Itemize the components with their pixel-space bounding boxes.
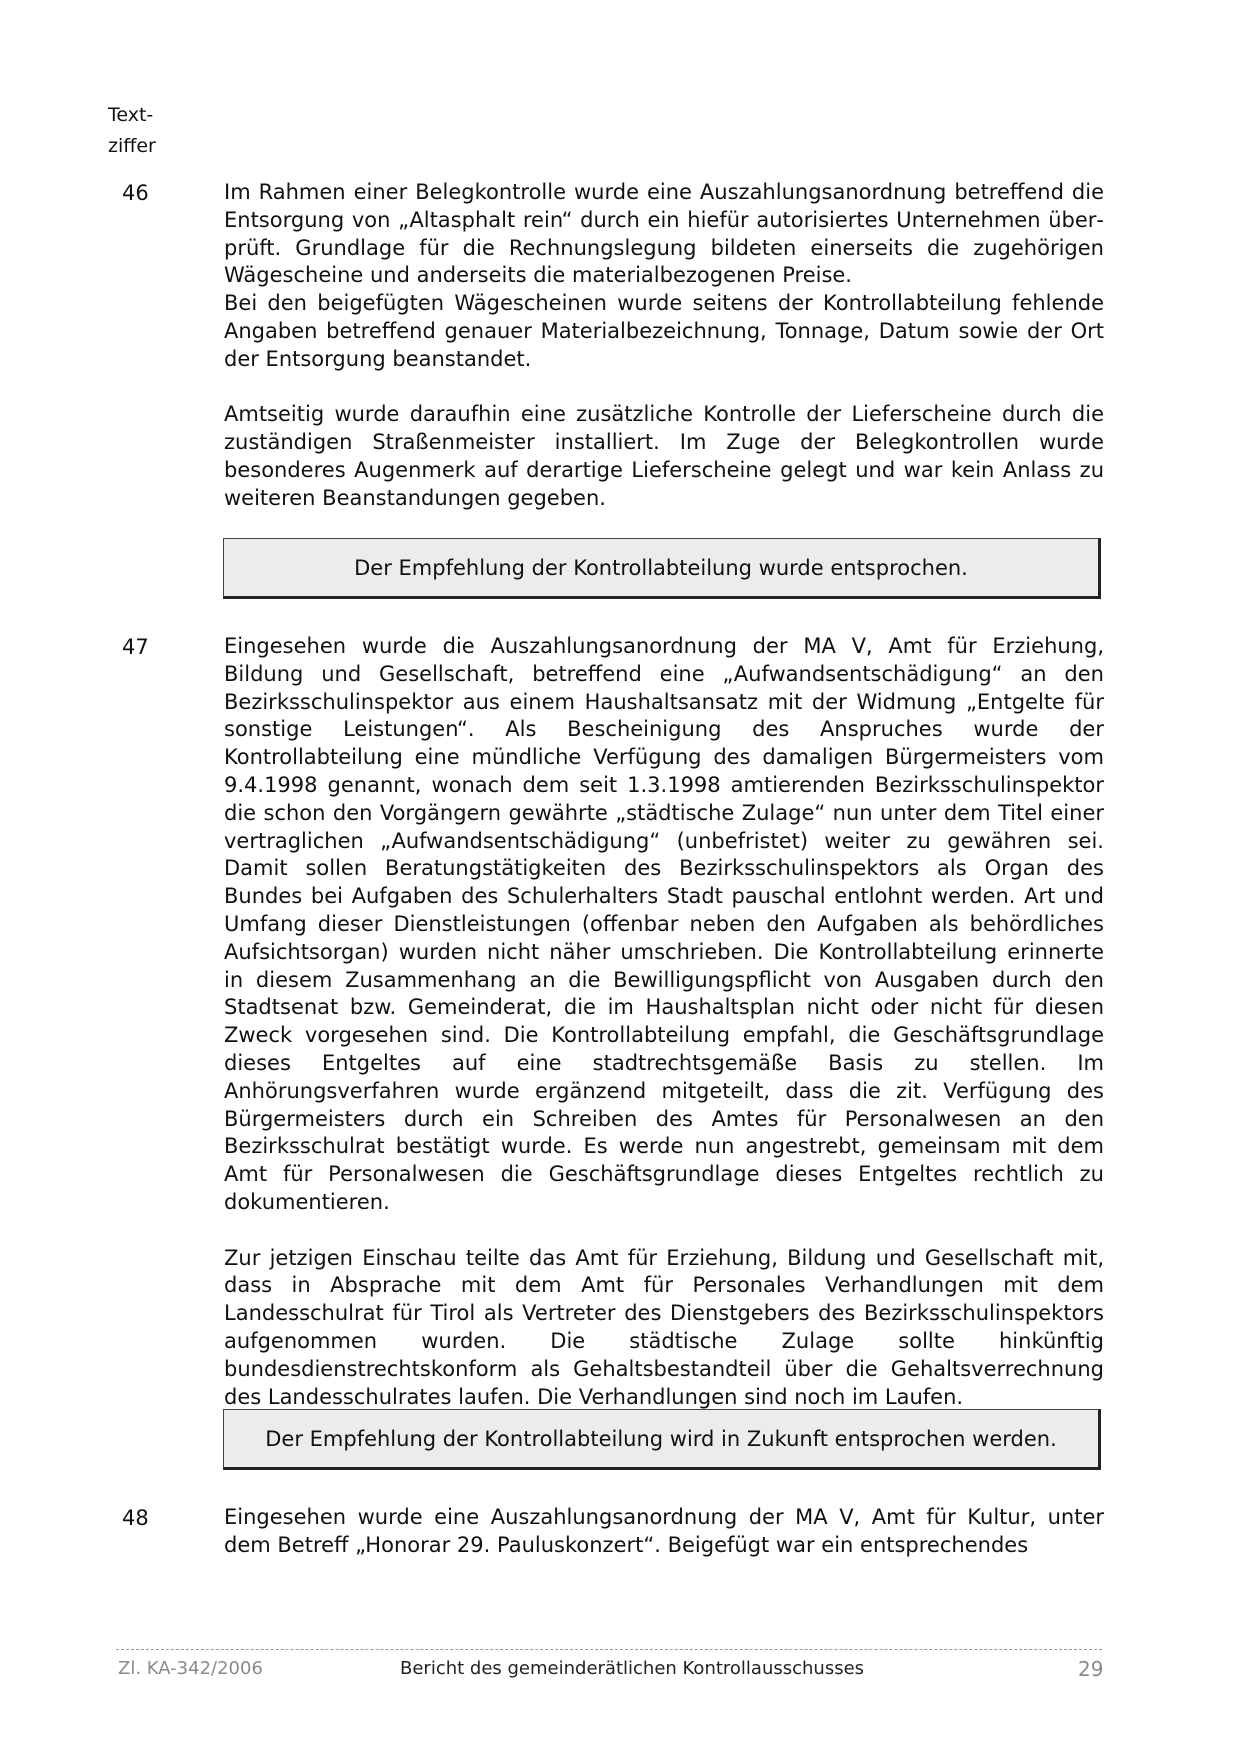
section-48-text xyxy=(224,1504,1104,1560)
page-number: 29 xyxy=(1078,1657,1104,1681)
footer-reference: Zl. KA-342/2006 xyxy=(118,1658,263,1679)
section-number-48: 48 xyxy=(122,1506,149,1530)
margin-label-line1: Text- xyxy=(108,104,154,126)
section-46-paragraph-2: Amtseitig wurde daraufhin eine zusätzliche Kontrolle der Lieferscheine durch die zuständigen Straßenmeister installiert. Im Zuge der Belegkontrollen wurde besonderes Augenmerk auf derartige Lieferscheine gelegt und war kein Anlass zu weiteren Beanstandungen gegeben. xyxy=(224,402,1104,510)
footer-title: Bericht des gemeinderätlichen Kontrollausschusses xyxy=(400,1658,865,1679)
footer-divider xyxy=(116,1649,1102,1650)
section-number-46: 46 xyxy=(122,181,149,205)
section-47-response-box xyxy=(223,1409,1101,1470)
section-46-text xyxy=(224,179,1104,513)
section-46-paragraph-1: Im Rahmen einer Belegkontrolle wurde eine Auszahlungsanordnung betreffend die Entsorgung von „Altasphalt rein“ durch ein hiefür autorisiertes Unternehmen überprüft. Grundlage für die Rechnungslegung bildeten einerseits die zugehörigen Wägescheine und anderseits die materialbezogenen Preise. Bei den beigefügten Wägescheinen wurde seitens der Kontrollabteilung fehlende Angaben betreffend genauer Materialbezeichnung, Tonnage, Datum sowie der Ort der Entsorgung beanstandet. xyxy=(224,180,1104,371)
section-number-47: 47 xyxy=(122,635,149,659)
section-47-paragraph-1: Eingesehen wurde die Auszahlungsanordnung der MA V, Amt für Erziehung, Bildung und Gesellschaft, betreffend eine „Aufwandsentschädigung“ an den Bezirksschulinspektor aus einem Haushaltsansatz mit der Widmung „Entgelte für sonstige Leistungen“. Als Bescheinigung des Anspruches wurde der Kontrollabteilung eine mündliche Verfügung des damaligen Bürgermeisters vom 9.4.1998 genannt, wonach dem seit 1.3.1998 amtierenden Bezirksschulinspektor die schon den Vorgängern gewährte „städtische Zulage“ nun unter dem Titel einer vertraglichen „Aufwandsentschädigung“ (unbefristet) weiter zu gewähren sei. Damit sollen Beratungstätigkeiten des Bezirksschulinspektors als Organ des Bundes bei Aufgaben des Schulerhalters Stadt pauschal entlohnt werden. Art und Umfang dieser Dienstleistungen (offenbar neben den Aufgaben als behördliches Aufsichtsorgan) wurden nicht näher umschrieben. Die Kontrollabteilung erinnerte in diesem Zusammenhang an die Bewilligungspflicht von Ausgaben durch den Stadtsenat bzw. Gemeinderat, die im Haushaltsplan nicht oder nicht für diesen Zweck vorgesehen sind. Die Kontrollabteilung empfahl, die Geschäftsgrundlage dieses Entgeltes auf eine stadtrechtsgemäße Basis zu stellen. Im Anhörungsverfahren wurde ergänzend mitgeteilt, dass die zit. Verfügung des Bürgermeisters durch ein Schreiben des Amtes für Personalwesen an den Bezirksschulrat bestätigt wurde. Es werde nun angestrebt, gemeinsam mit dem Amt für Personalwesen die Geschäftsgrundlage dieses Entgeltes rechtlich zu dokumentieren. xyxy=(224,634,1104,1214)
margin-label xyxy=(108,100,156,162)
section-46-response: Der Empfehlung der Kontrollabteilung wurde entsprochen. xyxy=(354,555,968,580)
section-47-text xyxy=(224,633,1104,1411)
margin-label-line2: ziffer xyxy=(108,135,156,157)
section-47-paragraph-2: Zur jetzigen Einschau teilte das Amt für Erziehung, Bildung und Gesellschaft mit, dass in Absprache mit dem Amt für Personales Verhandlungen mit dem Landesschulrat für Tirol als Vertreter des Dienstgebers des Bezirksschulinspektors aufgenommen wurden. Die städtische Zulage sollte hinkünftig bundesdienstrechtskonform als Gehaltsbestandteil über die Gehaltsverrechnung des Landesschulrates laufen. Die Verhandlungen sind noch im Laufen. xyxy=(224,1245,1104,1409)
section-48-paragraph-1: Eingesehen wurde eine Auszahlungsanordnung der MA V, Amt für Kultur, unter dem Betreff „Honorar 29. Pauluskonzert“. Beigefügt war ein entsprechendes xyxy=(224,1505,1104,1557)
section-47-response: Der Empfehlung der Kontrollabteilung wird in Zukunft entsprochen werden. xyxy=(265,1426,1057,1451)
section-46-response-box xyxy=(223,538,1101,599)
